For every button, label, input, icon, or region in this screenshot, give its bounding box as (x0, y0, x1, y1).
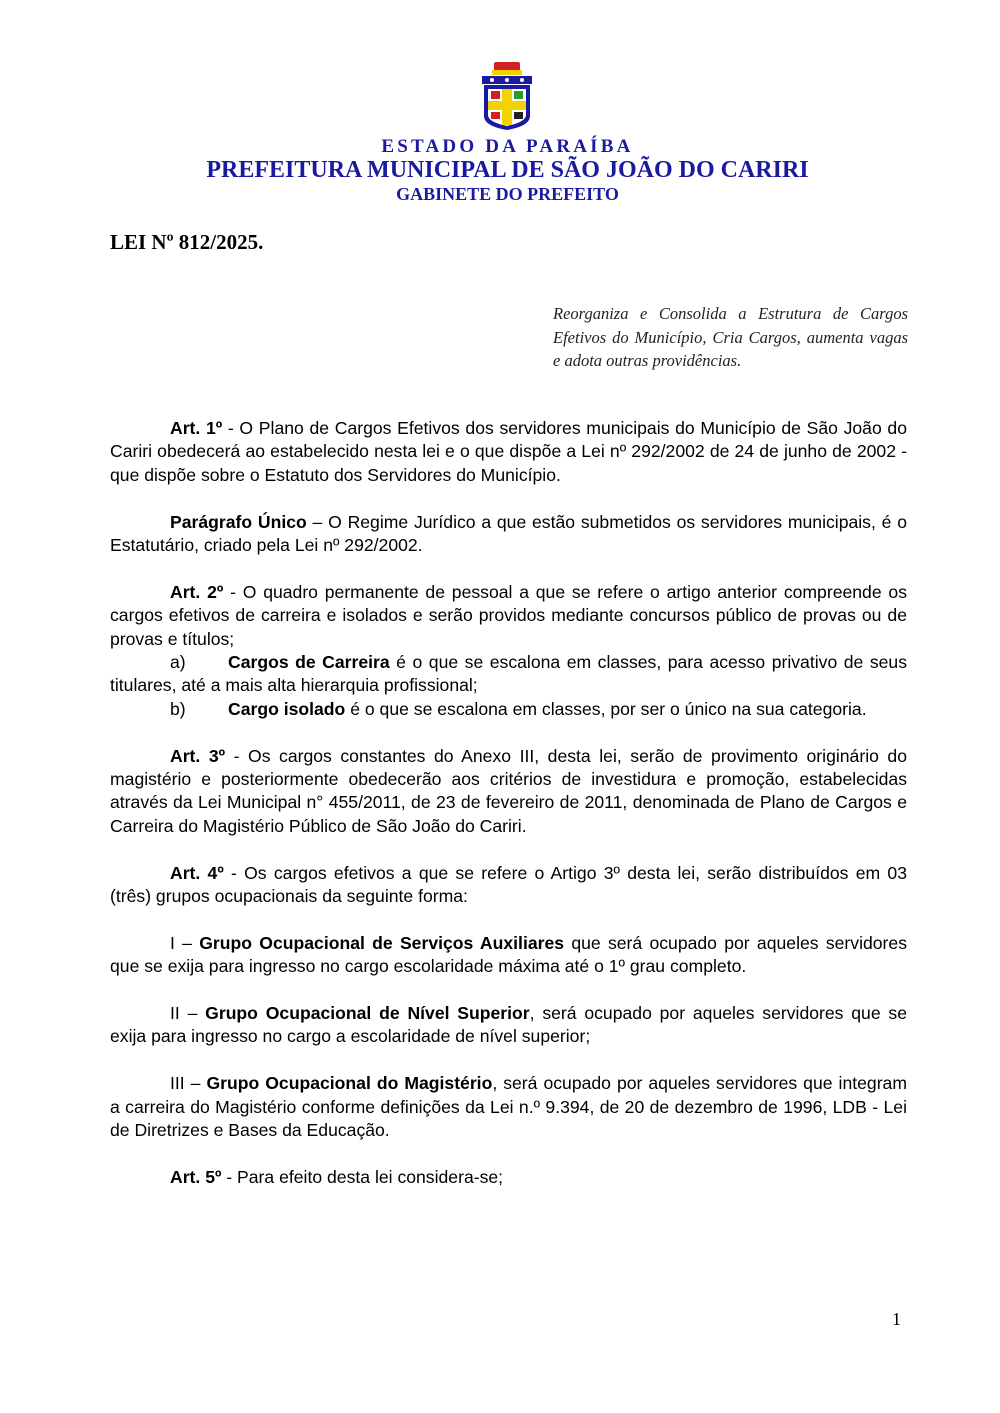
occupational-group-1 (110, 932, 907, 979)
law-title: LEI Nº 812/2025. (110, 230, 264, 254)
office-name: GABINETE DO PREFEITO (396, 184, 619, 204)
item-text: é o que se escalona em classes, por ser o único na sua categoria. (345, 698, 867, 719)
sole-paragraph (110, 511, 907, 558)
article-text: - Para efeito desta lei considera-se; (221, 1166, 504, 1187)
group-prefix: III – (170, 1073, 207, 1094)
group-prefix: II – (170, 1003, 206, 1024)
paragraph-text: – O Regime Jurídico a que estão submetidos os servidores municipais, é o Estatutário, criado pela Lei nº 292/2002. (110, 511, 907, 556)
article-text: - O quadro permanente de pessoal a que se refere o artigo anterior compreende os cargos efetivos de carreira e isolados e serão providos mediante concursos público de provas ou de provas e títulos; (110, 581, 907, 649)
article-label: Art. 4º (170, 862, 224, 883)
item-letter: b) (170, 698, 186, 719)
article-2 (110, 581, 907, 651)
paragraph-label: Parágrafo Único (170, 511, 307, 532)
group-term: Grupo Ocupacional do Magistério (206, 1073, 493, 1094)
article-1 (110, 417, 907, 487)
item-text: é o que se escalona em classes, para acesso privativo de seus titulares, até a mais alta hierarquia profissional; (110, 652, 907, 696)
group-term: Grupo Ocupacional de Nível Superior (205, 1003, 530, 1024)
page-number: 1 (892, 1309, 901, 1329)
coat-of-arms-icon (480, 60, 534, 132)
group-term: Grupo Ocupacional de Serviços Auxiliares (199, 932, 565, 953)
article-3 (110, 745, 907, 839)
occupational-group-3 (110, 1072, 907, 1142)
article-label: Art. 3º (170, 745, 226, 766)
group-text: , será ocupado por aqueles servidores que integram a carreira do Magistério conforme definições da Lei n.º 9.394, de 20 de dezembro de 1996, LDB - Lei de Diretrizes e Bases da Educação. (110, 1073, 907, 1141)
item-letter: a) (170, 652, 186, 673)
article-text: - Os cargos constantes do Anexo III, desta lei, serão de provimento originário do magistério e posteriormente obedecerão aos critérios de investidura e promoção, estabelecidas através da Lei Municipal n° 455/2011, de 23 de fevereiro de 2011, denominada de Plano de Cargos e Carreira do Magistério Público de São João do Cariri. (110, 745, 907, 836)
article-text: - Os cargos efetivos a que se refere o Artigo 3º desta lei, serão distribuídos em 03 (três) grupos ocupacionais da seguinte forma: (110, 862, 907, 907)
item-term: Cargo isolado (228, 698, 346, 719)
prefecture-name: PREFEITURA MUNICIPAL DE SÃO JOÃO DO CARIRI (206, 157, 809, 183)
group-text: que será ocupado por aqueles servidores que se exija para ingresso no cargo escolaridade máxima até o 1º grau completo. (110, 932, 907, 977)
article-2-item-a (110, 651, 907, 698)
group-prefix: I – (170, 932, 200, 953)
article-label: Art. 5º (170, 1166, 222, 1187)
occupational-group-2 (110, 1002, 907, 1049)
article-label: Art. 2º (170, 581, 224, 602)
law-summary: Reorganiza e Consolida a Estrutura de Cargos Efetivos do Município, Cria Cargos, aumenta vagas e adota outras providências. (553, 304, 908, 370)
law-body (110, 417, 907, 1213)
article-label: Art. 1º (170, 418, 223, 438)
article-text: - O Plano de Cargos Efetivos dos servidores municipais do Município de São João do Cariri obedecerá ao estabelecido nesta lei e o que dispõe a Lei nº 292/2002 de 24 de junho de 2002 - que dispõe sobre o Estatuto dos Servidores do Município. (110, 418, 907, 485)
item-term: Cargos de Carreira (228, 652, 390, 673)
article-5 (110, 1166, 907, 1189)
group-text: , será ocupado por aqueles servidores que se exija para ingresso no cargo a escolaridade de nível superior; (110, 1003, 907, 1047)
article-4 (110, 862, 907, 909)
state-name: ESTADO DA PARAÍBA (381, 136, 634, 157)
article-2-item-b (110, 698, 907, 721)
